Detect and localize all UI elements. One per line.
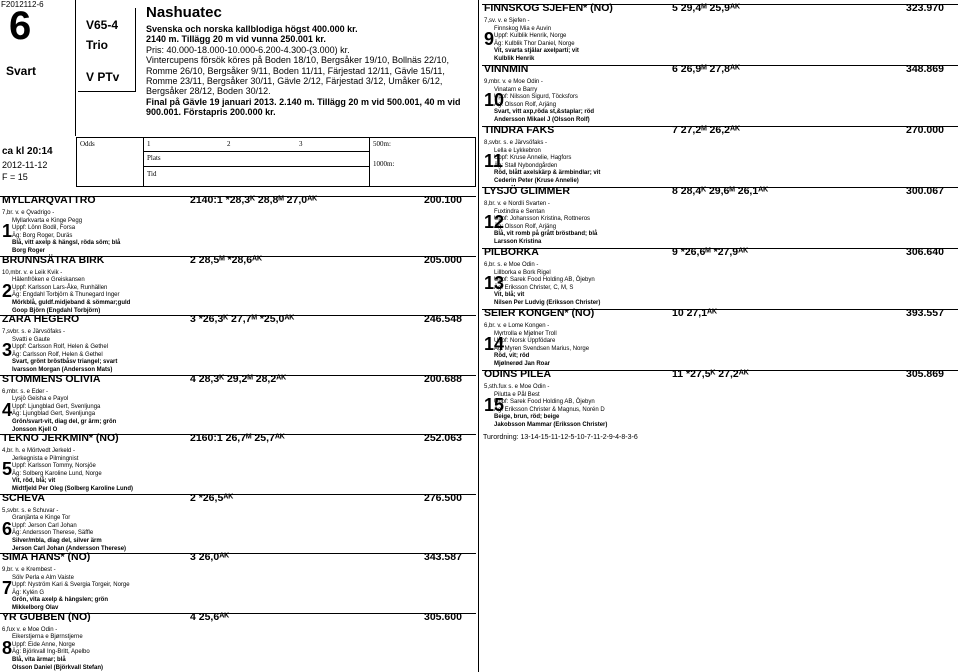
tid-label: Tid xyxy=(147,170,157,178)
horse-dam: Eikerstjerna e Bjørnstjerne xyxy=(12,634,83,641)
horse-record: 3 *26,3ᴷ 27,7ᴹ *25,0ᴬᴷ xyxy=(190,313,295,325)
horse-breeder: Uppf: Johansson Kristina, Rottneros xyxy=(494,216,591,223)
horse-name: SIMA HANS* (NO) xyxy=(2,551,91,563)
entry-separator xyxy=(0,494,476,495)
odds-label: Odds xyxy=(80,140,95,148)
race-title: Nashuatec xyxy=(146,4,222,21)
horse-name: SEIER KONGEN* (NO) xyxy=(484,307,595,319)
game-type-v65: V65-4 xyxy=(86,18,119,32)
odds-500m: 500m: xyxy=(373,140,391,148)
horse-name: TEKNO JERKMIN* (NO) xyxy=(2,432,119,444)
start-number: 4 xyxy=(2,399,13,420)
horse-dam: Svatti e Gaute xyxy=(12,336,51,343)
horse-colors: Vit, röd, blå; vit xyxy=(12,478,56,485)
column-divider xyxy=(478,0,479,672)
horse-pedigree: 5,svbr. s. e Schuvar - xyxy=(2,507,59,514)
horse-name: PILBORKA xyxy=(484,246,539,258)
horse-colors: Röd, blått axelskärp & ärmbindlar; vit xyxy=(494,170,601,177)
horse-breeder: Uppf: Karlsson Lars-Åke, Runhällen xyxy=(12,284,108,291)
horse-record: 9 *26,6ᴹ *27,9ᴬᴷ xyxy=(672,246,749,258)
horse-dam: Fuxtindra e Sentan xyxy=(494,208,545,215)
horse-owner: Äg: Myren Svendsen Marius, Norge xyxy=(494,345,590,352)
horse-pedigree: 8,svbr. s. e Järvsöfaks - xyxy=(484,140,548,146)
horse-entry xyxy=(482,187,958,248)
horse-pedigree: 7,br. v. e Qvadrigo - xyxy=(2,210,55,216)
start-number: 6 xyxy=(2,518,13,539)
horse-owner: Äg: Eriksson Christer, C, M, S xyxy=(494,284,574,291)
game-type-trio: Trio xyxy=(86,38,109,52)
horse-entry xyxy=(482,248,958,309)
odds-1000m: 1000m: xyxy=(373,160,395,168)
conditions-line-2: 2140 m. Tillägg 20 m vid vunna 250.001 kr. xyxy=(146,34,326,45)
conditions-line-1: Svenska och norska kallblodiga högst 400.000 kr. xyxy=(146,24,358,34)
race-number: 6 xyxy=(9,4,32,48)
horse-colors: Beige, brun, röd; beige xyxy=(494,414,560,421)
horse-name: VINNMIN xyxy=(484,63,529,75)
horse-trainer: Mjølnerød Jan Roar xyxy=(494,361,551,367)
post-order-note: Turordning: 13-14-15-11-12-5-10-7-11-2-9-4-8-3-6 xyxy=(483,434,638,441)
horse-colors: Blå, vita ärmar; blå xyxy=(12,656,66,663)
horse-earnings: 306.640 xyxy=(906,246,944,258)
horse-record: 4 28,3ᴷ 29,2ᴹ 28,2ᴬᴷ xyxy=(190,372,287,385)
horse-breeder: Uppf: Sarek Food Holding AB, Öjebyn xyxy=(494,277,595,284)
horse-dam: Sölv Perla e Alm Vaiste xyxy=(12,574,74,581)
start-number: 14 xyxy=(484,334,505,354)
horse-entry xyxy=(482,126,958,187)
horse-record: 3 26,0ᴬᴷ xyxy=(190,551,230,563)
horse-record: 7 27,2ᴹ 26,2ᴬᴷ xyxy=(672,124,740,136)
horse-dam: Granjänta e Kinge Tor xyxy=(12,515,71,522)
horse-colors: Svart, vitt axp,röda st,&staplar; röd xyxy=(494,109,595,116)
horse-owner: Äg: Borg Roger, Duräs xyxy=(12,232,73,239)
horse-entry xyxy=(0,315,476,375)
horse-record: 11 *27,5ᴷ 27,2ᴬᴷ xyxy=(672,368,749,380)
conditions-line-3: Pris: 40.000-18.000-10.000-6.200-4.300-(3.000) kr. xyxy=(146,44,350,55)
odds-col-2: 2 xyxy=(227,140,231,148)
horse-entry xyxy=(0,610,476,672)
horse-colors: Silver/mbla, diag del, silver ärm xyxy=(12,537,102,544)
horse-record: 8 28,4ᴷ 29,6ᴹ 26,1ᴬᴷ xyxy=(672,185,769,197)
horse-pedigree: 6,mbr. s. e Eder - xyxy=(2,388,49,395)
horse-owner: Äg: Björkvall Ing-Britt, Apelbo xyxy=(12,649,90,656)
horse-dam: Lysjö Geisha e Payol xyxy=(12,396,69,403)
horse-breeder: Uppf: Karlsson Tommy, Norsjöe xyxy=(12,463,96,470)
horse-dam: Vinatarn e Barry xyxy=(494,86,538,93)
horse-dam: Lella e Lykkebron xyxy=(494,147,541,154)
horse-owner: Äg: Olsson Rolf, Arjäng xyxy=(494,223,557,230)
conditions-line-5: Final på Gävle 19 januari 2013. 2.140 m. Tillägg 20 m vid 500.001, 40 m vid 900.001. Förstapris 200.000 kr. xyxy=(146,96,461,118)
horse-pedigree: 9,mbr. v. e Moe Odin - xyxy=(484,79,543,85)
horse-earnings: 305.869 xyxy=(906,368,944,380)
horse-owner: Äg: Solberg Karoline Lund, Norge xyxy=(12,470,102,477)
horse-entry xyxy=(0,434,476,494)
horse-pedigree: 8,br. v. e Nordli Svarten - xyxy=(484,201,550,207)
horse-record: 4 25,6ᴬᴷ xyxy=(190,610,230,623)
horse-earnings: 200.688 xyxy=(424,372,462,385)
horse-dam: Lillborka e Bork Rigel xyxy=(494,269,551,276)
horse-trainer: Midtfjeld Per Oleg (Solberg Karoline Lund) xyxy=(12,486,134,492)
horse-breeder: Uppf: Lönn Bodil, Forsa xyxy=(12,225,76,232)
horse-name: STOMMENS OLIVIA xyxy=(2,372,101,385)
horse-trainer: Borg Roger xyxy=(12,248,45,254)
start-number: 9 xyxy=(484,29,495,49)
game-type-vptv: V PTv xyxy=(86,70,120,84)
race-conditions xyxy=(146,24,476,118)
start-number: 15 xyxy=(484,395,505,415)
horse-colors: Vit, blå; vit xyxy=(494,292,525,299)
horse-pedigree: 6,br. s. e Moe Odin - xyxy=(484,262,539,268)
horse-owner: Äg: Andersson Therese, Säffle xyxy=(12,530,94,537)
start-number: 1 xyxy=(2,221,13,241)
horse-breeder: Uppf: Sarek Food Holding AB, Öjebyn xyxy=(494,399,595,406)
start-number: 12 xyxy=(484,212,505,232)
horse-pedigree: 4,br. h. e Mörtvedt Jerkeld - xyxy=(2,448,76,454)
odds-col-1: 1 xyxy=(147,140,151,148)
horse-trainer: Andersson Mikael J (Olsson Rolf) xyxy=(494,117,590,123)
horse-trainer: Jonsson Kjell O xyxy=(12,426,58,433)
horse-pedigree: 6,br. v. e Lome Kongen - xyxy=(484,323,550,329)
horse-earnings: 300.067 xyxy=(906,185,944,197)
horse-trainer: Goop Björn (Engdahl Torbjörn) xyxy=(12,307,101,314)
horse-name: ZARA HEGERO xyxy=(2,313,80,325)
start-number: 7 xyxy=(2,578,13,598)
horse-owner: Äg: Olsson Rolf, Arjäng xyxy=(494,101,557,108)
horse-breeder: Uppf: Norsk Uppfödare xyxy=(494,338,556,345)
horse-trainer: Ivarsson Morgan (Andersson Mats) xyxy=(12,367,113,373)
horse-record: 10 27,1ᴬᴷ xyxy=(672,307,717,319)
horse-name: LYSJÖ GLIMMER xyxy=(484,185,570,197)
plats-label: Plats xyxy=(147,154,161,162)
race-f-value: F = 15 xyxy=(2,172,28,182)
horse-earnings: 323.970 xyxy=(906,2,944,14)
start-number: 3 xyxy=(2,340,13,360)
start-number: 2 xyxy=(2,280,13,301)
horse-entry xyxy=(0,553,476,613)
horse-earnings: 305.600 xyxy=(424,610,462,623)
race-header-panel xyxy=(0,0,76,136)
horse-breeder: Uppf: Nyström Kari & Svergia Torgeir, Norge xyxy=(12,582,130,589)
horse-breeder: Uppf: Carlsson Rolf, Helen & Gethel xyxy=(12,344,109,351)
horse-breeder: Uppf: Nilsson Sigurd, Töcksfors xyxy=(494,94,578,101)
horse-entry xyxy=(482,65,958,126)
horse-colors: Svart, grönt bröstbåsv triangel; svart xyxy=(12,359,118,366)
horse-trainer: Nilsen Per Ludvig (Eriksson Christer) xyxy=(494,300,601,306)
bet-color-label: Svart xyxy=(6,64,37,78)
horse-owner: Äg: Engdahl Torbjörn & Thunegard Inger xyxy=(12,292,120,299)
conditions-line-4: Vintercupens försök köres på Boden 18/10, Bergsåker 19/10, Bollnäs 22/10, Romme 26/10, Bergsåker 9/11, Boden 11/11, Färjestad 12/11, Gävle 15/11, Romme 23/11, Bergsåker 30/11, Gävle 2/12, Färjestad 3/12, Umåker 6/12, Bergsåker 28/12, Boden 30/12. xyxy=(146,55,450,97)
horse-earnings: 343.587 xyxy=(424,551,462,563)
start-number: 11 xyxy=(484,151,504,171)
horse-colors: Mörkblå, guldf.midjeband & sömmar;guld xyxy=(12,299,131,306)
start-number: 8 xyxy=(2,637,13,658)
horse-colors: Grön, vita axelp & hängslen; grön xyxy=(12,597,109,604)
start-number: 10 xyxy=(484,90,505,110)
horse-pedigree: 6,fux v. e Moe Odin - xyxy=(2,626,58,633)
race-time: ca kl 20:14 xyxy=(2,146,53,157)
horse-owner: Äg: Kylén G xyxy=(12,589,45,596)
odds-entry-box xyxy=(76,137,476,187)
horse-entry xyxy=(0,196,476,256)
horse-entry xyxy=(0,372,476,435)
horse-name: BRUNNSÄTRA BIRK xyxy=(2,253,105,266)
horse-pedigree: 5,sth.fux s. e Moe Odin - xyxy=(484,384,550,390)
race-date: 2012-11-12 xyxy=(2,160,48,170)
horse-earnings: 200.100 xyxy=(424,194,462,206)
horse-name: TINDRA FAKS xyxy=(484,124,555,136)
horse-name: MYLLARQVATTRO xyxy=(2,194,96,206)
horse-owner: Äg: Carlsson Rolf, Helen & Gethel xyxy=(12,351,103,358)
horse-pedigree: 7,svbr. s. e Järvsöfaks - xyxy=(2,329,66,335)
horse-earnings: 270.000 xyxy=(906,124,944,136)
horse-name: FINNSKOG SJEFEN* (NO) xyxy=(484,2,613,14)
game-type-box xyxy=(78,8,136,92)
horse-trainer: Kulblik Henrik xyxy=(494,56,535,62)
horse-entry xyxy=(482,309,958,370)
horse-earnings: 252.063 xyxy=(424,432,462,444)
horse-name: ODINS PILEA xyxy=(484,368,552,380)
horse-owner: Äg: Kulblik Thor Daniel, Norge xyxy=(494,40,575,47)
horse-colors: Vit, svarta stjälar axelparti; vit xyxy=(494,48,579,55)
horse-dam: Finnskog Mia e Auvin xyxy=(494,25,552,32)
horse-record: 2 *26,5ᴬᴷ xyxy=(190,491,234,504)
horse-dam: Myrtrolla e Mjølner Troll xyxy=(494,330,557,337)
race-id: F2012112-6 xyxy=(1,0,44,9)
start-number: 5 xyxy=(2,459,13,479)
horse-breeder: Uppf: Kulblik Henrik, Norge xyxy=(494,33,567,40)
horse-record: 6 26,9ᴹ 27,8ᴬᴷ xyxy=(672,63,740,75)
horse-owner: Äg: Stall Nybondgården xyxy=(494,162,558,169)
horse-record: 2140:1 *28,3ᴷ 28,8ᴹ 27,0ᴬᴷ xyxy=(190,194,318,206)
horse-breeder: Uppf: Eide Anne, Norge xyxy=(12,641,76,648)
horse-trainer: Mikkelborg Olav xyxy=(12,605,59,611)
horse-pedigree: 7,sv. v. e Sjefen - xyxy=(484,18,530,24)
horse-record: 2 28,5ᴹ *28,6ᴬᴷ xyxy=(190,253,262,266)
horse-earnings: 205.000 xyxy=(424,253,462,266)
horse-owner: Äg: Eriksson Christer & Magnus, Norén D xyxy=(494,406,605,413)
horse-name: SCHEVA xyxy=(2,491,45,504)
horse-entry xyxy=(0,491,476,554)
horse-colors: Blå, vitt axelp & hängsl, röda söm; blå xyxy=(12,240,121,247)
horse-entry xyxy=(482,370,958,431)
horse-earnings: 393.557 xyxy=(906,307,944,319)
odds-col-3: 3 xyxy=(299,140,303,148)
horse-trainer: Olsson Daniel (Björkvall Stefan) xyxy=(12,664,104,671)
horse-breeder: Uppf: Kruse Annelie, Hagfors xyxy=(494,155,572,162)
horse-owner: Äg: Ljungblad Gert, Svenljunga xyxy=(12,411,96,418)
start-number: 13 xyxy=(484,273,505,293)
horse-earnings: 246.548 xyxy=(424,313,462,325)
horse-earnings: 348.869 xyxy=(906,63,944,75)
horse-record: 2160:1 26,7ᴹ 25,7ᴬᴷ xyxy=(190,432,285,444)
horse-earnings: 276.500 xyxy=(424,491,462,504)
horse-name: YR GUBBEN (NO) xyxy=(2,610,91,623)
horse-dam: Myllarkvarta e Kinge Pegg xyxy=(12,217,83,224)
horse-entry xyxy=(0,253,476,316)
horse-pedigree: 10,mbr. v. e Leik Kvik - xyxy=(2,269,63,276)
horse-dam: Piluttа e Pål Best xyxy=(494,391,540,398)
horse-trainer: Jakobsson Mammar (Eriksson Christer) xyxy=(494,422,608,428)
horse-dam: Hälenfröken e Greiskansen xyxy=(12,277,85,284)
horse-colors: Blå, vit romb på grått bröstband; blå xyxy=(494,231,598,238)
horse-trainer: Larsson Kristina xyxy=(494,239,542,245)
horse-trainer: Jerson Carl Johan (Andersson Therese) xyxy=(12,545,127,552)
horse-trainer: Cederin Peter (Kruse Annelie) xyxy=(494,178,579,184)
horse-dam: Jerkegnista e Pilmingnist xyxy=(12,455,79,462)
horse-record: 5 29,4ᴹ 25,9ᴬᴷ xyxy=(672,2,740,14)
horse-colors: Grön/svart-vit, diag del, gr ärm; grön xyxy=(12,418,117,425)
horse-entry xyxy=(482,4,958,65)
horse-breeder: Uppf: Jerson Carl Johan xyxy=(12,522,77,529)
horse-breeder: Uppf: Ljungblad Gert, Svenljunga xyxy=(12,403,101,410)
horse-colors: Röd, vit; röd xyxy=(494,353,530,360)
horse-pedigree: 9,br. v. e Krembest - xyxy=(2,567,56,573)
